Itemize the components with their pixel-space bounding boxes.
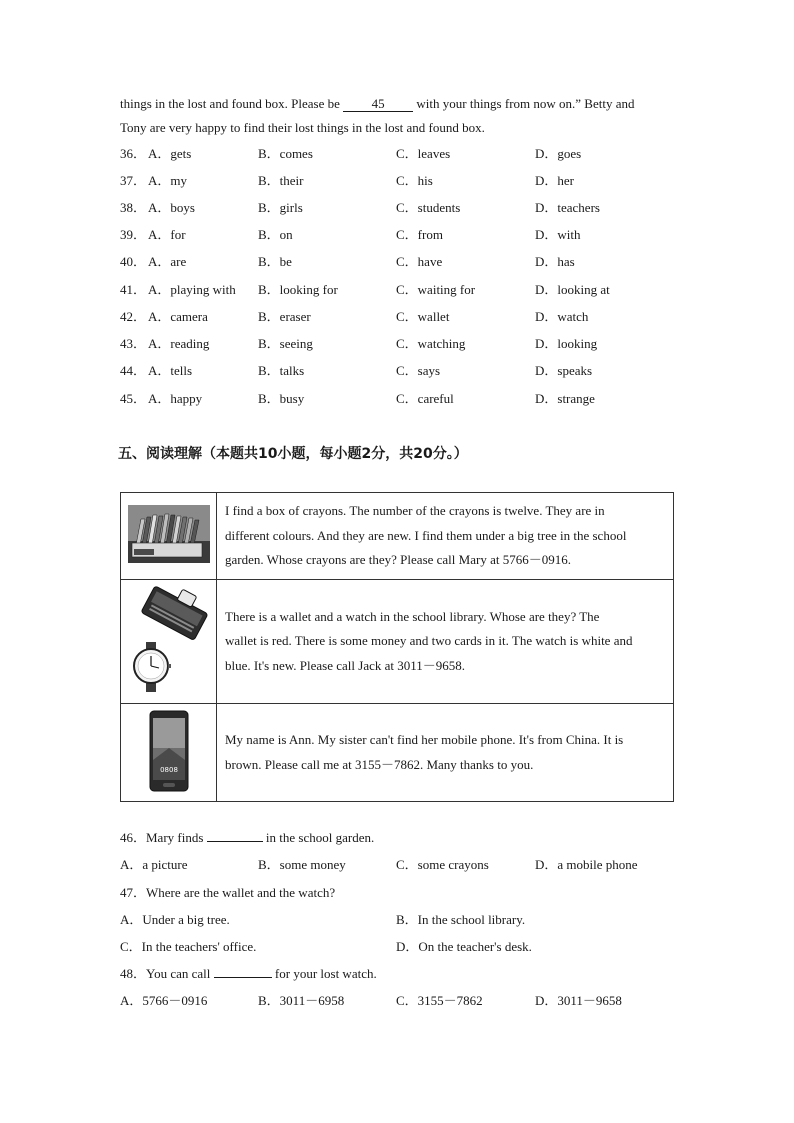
passage-line-1 bbox=[120, 96, 634, 112]
option-c: C．careful bbox=[396, 391, 454, 406]
notice-image-cell bbox=[121, 580, 217, 704]
crayons-image bbox=[128, 505, 210, 563]
option-a: A．for bbox=[148, 227, 186, 242]
option-c: C．In the teachers' office. bbox=[120, 939, 257, 954]
lost-and-found-notices-table bbox=[120, 492, 674, 802]
option-d: D．looking at bbox=[535, 282, 610, 297]
cloze-question-row bbox=[120, 391, 680, 407]
answer-blank-45: 45 bbox=[343, 97, 413, 112]
option-c: C．watching bbox=[396, 336, 466, 351]
notice-text-cell bbox=[217, 580, 674, 704]
option-c: C．leaves bbox=[396, 146, 451, 161]
option-a: A．playing with bbox=[148, 282, 236, 297]
option-a: A．a picture bbox=[120, 857, 188, 872]
option-c: C．waiting for bbox=[396, 282, 476, 297]
option-a: A．gets bbox=[148, 146, 192, 161]
question-number: 40． bbox=[120, 254, 147, 269]
option-a: A．happy bbox=[148, 391, 203, 406]
notice-line: My name is Ann. My sister can't find her mobile phone. It's from China. It is bbox=[225, 732, 624, 747]
question-number: 45． bbox=[120, 391, 147, 406]
wallet-and-watch-image bbox=[126, 584, 212, 696]
option-a: A．reading bbox=[148, 336, 210, 351]
option-a: A．Under a big tree. bbox=[120, 912, 230, 927]
option-a: A．are bbox=[148, 254, 187, 269]
option-b: B．girls bbox=[258, 200, 303, 215]
option-b: B．their bbox=[258, 173, 304, 188]
option-c: C．some crayons bbox=[396, 857, 489, 872]
option-d: D．goes bbox=[535, 146, 582, 161]
cloze-question-row bbox=[120, 363, 680, 379]
notice-line: I find a box of crayons. The number of the crayons is twelve. They are in bbox=[225, 503, 605, 519]
option-b: B．looking for bbox=[258, 282, 338, 297]
notice-image-cell bbox=[121, 704, 217, 802]
option-a: A．5766－0916 bbox=[120, 993, 208, 1008]
question-number: 39． bbox=[120, 227, 147, 242]
option-b: B．comes bbox=[258, 146, 313, 161]
passage-text: things in the lost and found box. Please be bbox=[120, 96, 344, 111]
section-title: 五、阅读理解（本题共10小题，每小题2分，共20分。） bbox=[118, 446, 468, 462]
option-c: C．3155－7862 bbox=[396, 993, 483, 1008]
notice-text-cell bbox=[217, 493, 674, 580]
answer-blank bbox=[207, 841, 263, 842]
option-b: B．some money bbox=[258, 857, 346, 872]
option-d: D．a mobile phone bbox=[535, 857, 638, 872]
option-d: D．has bbox=[535, 254, 575, 269]
notice-line: There is a wallet and a watch in the school library. Whose are they? The bbox=[225, 608, 600, 624]
cloze-question-row bbox=[120, 309, 680, 325]
option-d: D．On the teacher's desk. bbox=[396, 939, 532, 954]
notice-row bbox=[121, 704, 674, 802]
option-c: C．from bbox=[396, 227, 443, 242]
cloze-question-row bbox=[120, 227, 680, 243]
option-d: D．speaks bbox=[535, 363, 593, 378]
notice-row bbox=[121, 493, 674, 580]
question-text: 48．You can call bbox=[120, 966, 214, 981]
option-c: C．his bbox=[396, 173, 433, 188]
passage-line-2: Tony are very happy to find their lost things in the lost and found box. bbox=[120, 120, 485, 135]
answer-blank bbox=[214, 977, 272, 978]
question-number: 36． bbox=[120, 146, 147, 161]
cloze-question-row bbox=[120, 173, 680, 189]
option-d: D．watch bbox=[535, 309, 589, 324]
option-c: C．wallet bbox=[396, 309, 450, 324]
question-number: 42． bbox=[120, 309, 147, 324]
notice-row bbox=[121, 580, 674, 704]
option-a: A．camera bbox=[148, 309, 208, 324]
notice-line: garden. Whose crayons are they? Please call Mary at 5766－0916. bbox=[225, 552, 571, 568]
phone-screen-time: 0808 bbox=[159, 765, 178, 774]
notice-line: brown. Please call me at 3155－7862. Many thanks to you. bbox=[225, 756, 534, 772]
question-number: 43． bbox=[120, 336, 147, 351]
option-b: B．seeing bbox=[258, 336, 313, 351]
option-b: B．talks bbox=[258, 363, 305, 378]
cloze-question-row bbox=[120, 282, 680, 298]
option-b: B．3011－6958 bbox=[258, 993, 345, 1008]
option-d: D．looking bbox=[535, 336, 598, 351]
question-number: 37． bbox=[120, 173, 147, 188]
cloze-question-row bbox=[120, 200, 680, 216]
option-c: C．have bbox=[396, 254, 443, 269]
option-c: C．students bbox=[396, 200, 461, 215]
question-number: 44． bbox=[120, 363, 147, 378]
option-b: B．busy bbox=[258, 391, 305, 406]
notice-line: different colours. And they are new. I find them under a big tree in the school bbox=[225, 527, 627, 543]
option-d: D．teachers bbox=[535, 200, 600, 215]
question-text: 46．Mary finds bbox=[120, 830, 207, 845]
question-46-stem bbox=[120, 830, 374, 846]
passage-text: with your things from now on.” Betty and bbox=[413, 96, 635, 111]
option-d: D．3011－9658 bbox=[535, 993, 622, 1008]
option-b: B．eraser bbox=[258, 309, 311, 324]
option-a: A．my bbox=[148, 173, 188, 188]
question-48-stem bbox=[120, 966, 377, 982]
option-b: B．In the school library. bbox=[396, 912, 526, 927]
notice-line: blue. It's new. Please call Jack at 3011－9658. bbox=[225, 657, 466, 673]
option-b: B．be bbox=[258, 254, 292, 269]
option-c: C．says bbox=[396, 363, 441, 378]
option-a: A．boys bbox=[148, 200, 195, 215]
cloze-question-row bbox=[120, 254, 680, 270]
mobile-phone-image bbox=[149, 710, 189, 792]
question-text: in the school garden. bbox=[262, 830, 375, 845]
question-number: 38． bbox=[120, 200, 147, 215]
option-a: A．tells bbox=[148, 363, 193, 378]
option-d: D．her bbox=[535, 173, 574, 188]
question-47-stem: 47．Where are the wallet and the watch? bbox=[120, 885, 336, 900]
notice-text-cell bbox=[217, 704, 674, 802]
question-number: 41． bbox=[120, 282, 147, 297]
question-text: for your lost watch. bbox=[271, 966, 377, 981]
cloze-question-row bbox=[120, 336, 680, 352]
option-d: D．with bbox=[535, 227, 581, 242]
notice-line: wallet is red. There is some money and two cards in it. The watch is white and bbox=[225, 633, 633, 649]
notice-image-cell bbox=[121, 493, 217, 580]
option-d: D．strange bbox=[535, 391, 595, 406]
cloze-question-row bbox=[120, 146, 680, 162]
option-b: B．on bbox=[258, 227, 293, 242]
